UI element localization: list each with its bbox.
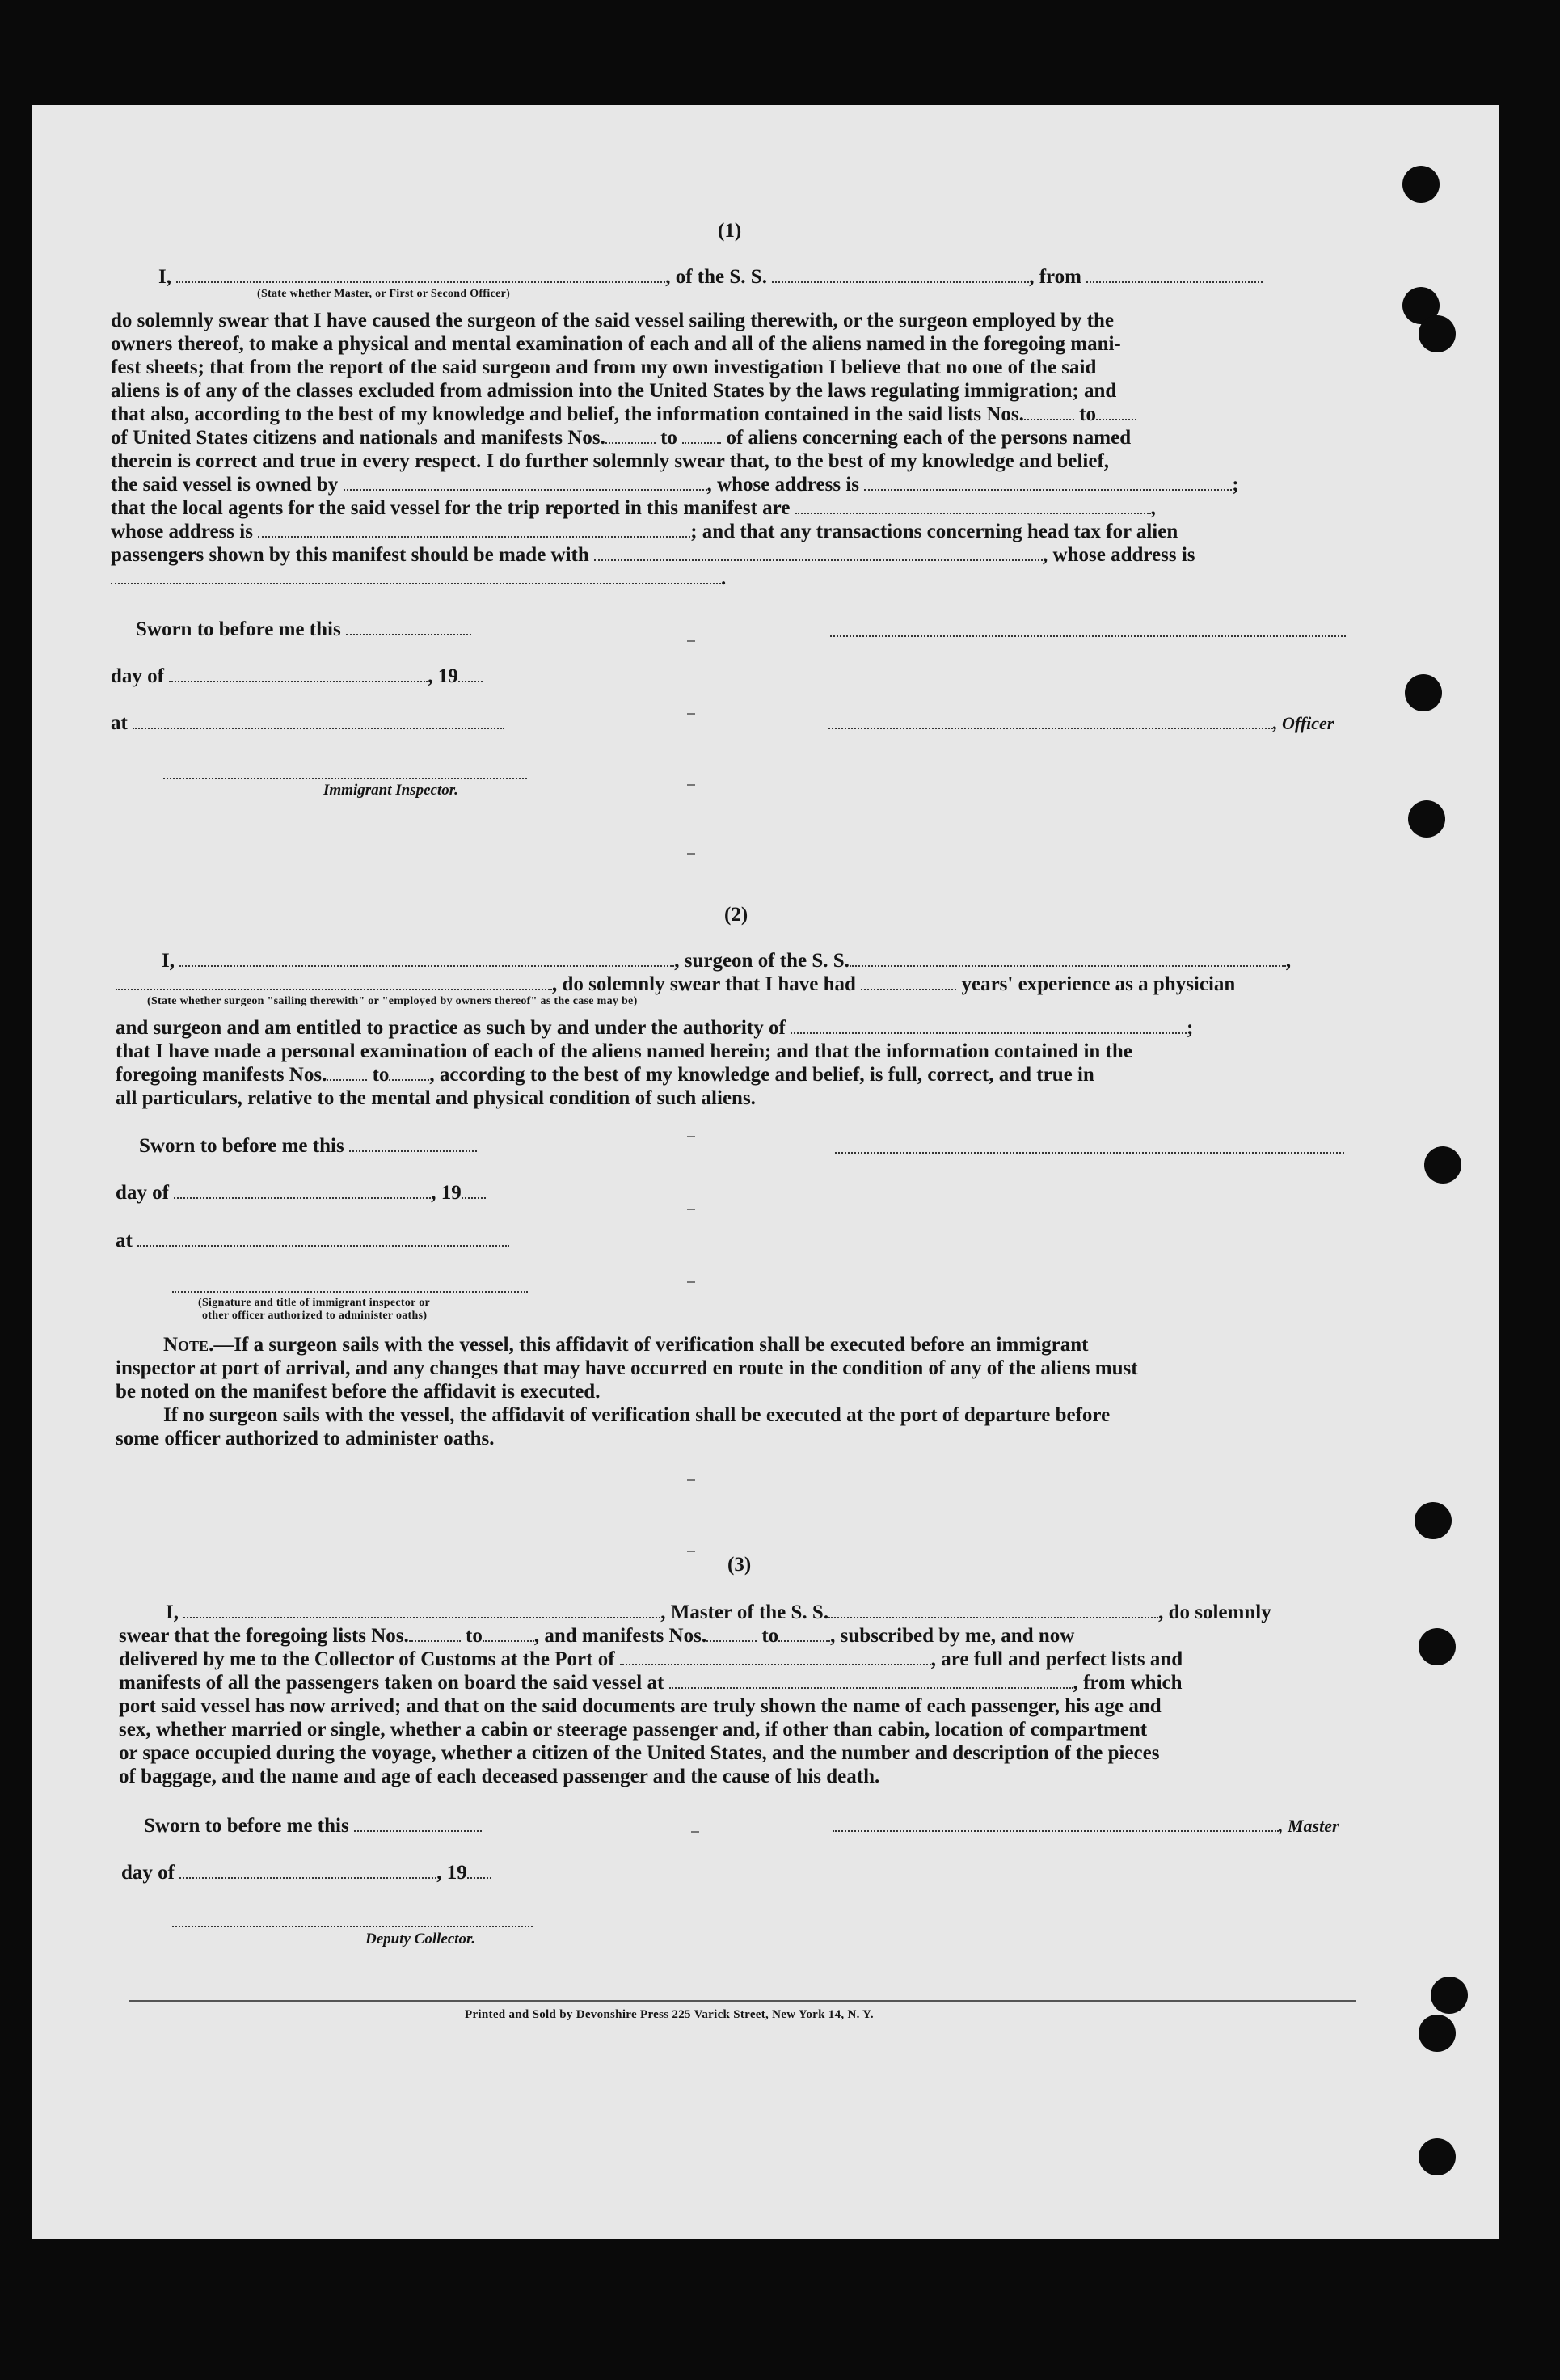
local-agents-field[interactable] [795,513,1151,514]
authorized-officer-signature-line[interactable] [172,1291,528,1293]
inspector-caption: Immigrant Inspector. [323,782,458,799]
surgeon-capacity-field[interactable] [116,989,552,990]
section-3-line-3: delivered by me to the Collector of Customs at the Port of , are full and perfect lists and [119,1648,1183,1670]
day-of-month-field[interactable] [169,681,428,682]
section-1-day-of: day of , 19 [111,665,483,688]
note-line-5: some officer authorized to administer oaths. [116,1428,495,1450]
note-line-4: If no surgeon sails with the vessel, the affidavit of verification shall be executed at the port of departure before [163,1404,1111,1426]
section-1-para-line-4: aliens is of any of the classes excluded from admission into the United States by the laws regulating immigration; and [111,380,1117,402]
section-2-para-line-3: foregoing manifests Nos. to , according to the best of my knowledge and belief, is full, correct, and true in [116,1064,1094,1086]
punch-hole-icon [1415,1502,1452,1539]
section-1-number: (1) [718,220,742,242]
surgeon-manifests-to-field[interactable] [389,1079,429,1081]
fold-mark [687,640,695,642]
section-1-para-line-8: the said vessel is owned by , whose address is ; [111,474,1239,496]
surgeon-at-place-field[interactable] [137,1245,509,1247]
master3-lists-from-field[interactable] [409,1640,461,1642]
surgeon-signature-line[interactable] [835,1152,1344,1154]
section-2-line-2: , do solemnly swear that I have had years' experience as a physician [116,973,1235,996]
section-2-number: (2) [724,904,748,926]
section-3-para-line-2: sex, whether married or single, whether a cabin or steerage passenger and, if other than cabin, location of compartment [119,1719,1148,1741]
section-2-note: (State whether surgeon "sailing therewith" or "employed by owners thereof" as the case may be) [147,995,638,1007]
section-2-at: at [116,1229,509,1252]
section-1-para-line-12: . [111,567,726,590]
section-3-sworn: Sworn to before me this [144,1814,482,1838]
master3-year-field[interactable] [467,1877,491,1879]
section-2-para-line-1: and surgeon and am entitled to practice as such by and under the authority of ; [116,1017,1194,1039]
section-3-line-4: manifests of all the passengers taken on board the said vessel at , from which [119,1672,1183,1694]
years-experience-field[interactable] [861,989,956,990]
master3-manifests-from-field[interactable] [706,1640,757,1642]
punch-hole-icon [1431,1977,1468,2014]
master3-day-of-month-field[interactable] [179,1877,436,1879]
section-1-para-line-2: owners thereof, to make a physical and mental examination of each and all of the aliens named in the foregoing mani- [111,333,1121,355]
section-1-para-line-7: therein is correct and true in every respect. I do further solemnly swear that, to the best of my knowledge and belief, [111,450,1110,472]
section-1-para-line-6: of United States citizens and nationals and manifests Nos. to of aliens concerning each of the persons named [111,427,1132,449]
agents-address-field[interactable] [258,536,690,538]
master3-manifests-to-field[interactable] [778,1640,830,1642]
master3-sworn-day-field[interactable] [354,1830,482,1832]
surgeon-vessel-field[interactable] [850,965,1286,967]
manifests-to-field[interactable] [682,442,721,444]
fold-mark [687,713,695,715]
section-1-para-line-3: fest sheets; that from the report of the said surgeon and from my own investigation I believe that no one of the said [111,357,1097,378]
surgeon-name-field[interactable] [179,965,674,967]
section-2-para-line-2: that I have made a personal examination of each of the aliens named herein; and that the information contained in the [116,1040,1132,1062]
punch-hole-icon [1408,800,1445,838]
fold-mark [687,784,695,786]
master3-lists-to-field[interactable] [483,1640,534,1642]
port-field[interactable] [620,1664,931,1665]
authority-field[interactable] [791,1032,1187,1034]
section-1-line-1: I, , of the S. S. , from [158,265,1263,289]
lists-to-field[interactable] [1096,419,1136,420]
signature-note-2: other officer authorized to administer oaths) [202,1310,428,1322]
surgeon-year-field[interactable] [462,1197,486,1199]
fold-mark [687,1136,695,1137]
punch-hole-icon [1419,2015,1456,2052]
punch-hole-icon [1419,1628,1456,1665]
section-1-note: (State whether Master, or First or Second Officer) [257,288,511,300]
owner-field[interactable] [344,489,707,491]
manifests-from-field[interactable] [605,442,656,444]
punch-hole-icon [1424,1146,1461,1184]
section-1-para-line-9: that the local agents for the said vessel for the trip reported in this manifest are , [111,497,1156,519]
note-line-3: be noted on the manifest before the affidavit is executed. [116,1381,601,1403]
collector-signature-line[interactable] [172,1926,533,1927]
master3-signature-field[interactable] [833,1830,1279,1832]
lists-from-field[interactable] [1024,419,1074,420]
fold-mark [687,1551,695,1552]
punch-hole-icon [1419,315,1456,352]
signature-note-1: (Signature and title of immigrant inspector or [198,1297,431,1309]
section-3-para-line-4: of baggage, and the name and age of each deceased passenger and the cause of his death. [119,1766,880,1787]
punch-hole-icon [1405,674,1442,711]
boarding-port-field[interactable] [669,1687,1073,1689]
punch-hole-icon [1402,166,1440,203]
from-port-field[interactable] [1086,281,1263,283]
inspector-signature-line[interactable] [163,778,527,779]
year-field[interactable] [458,681,483,682]
section-1-para-line-5: that also, according to the best of my knowledge and belief, the information contained in the said lists Nos. to [111,403,1136,426]
master3-name-field[interactable] [183,1617,660,1618]
officer-title-field[interactable] [828,728,1273,729]
section-1-para-line-11: passengers shown by this manifest should be made with , whose address is [111,544,1195,566]
head-tax-address-field[interactable] [111,583,721,584]
note-line-1: Note.—If a surgeon sails with the vessel, this affidavit of verification shall be executed before an immigrant [163,1334,1089,1356]
fold-mark [691,1831,699,1833]
section-1-para-line-1: do solemnly swear that I have caused the surgeon of the said vessel sailing therewith, or the surgeon employed by the [111,310,1114,331]
surgeon-day-of-month-field[interactable] [174,1197,431,1199]
section-3-number: (3) [727,1554,752,1576]
section-2-sworn: Sworn to before me this [139,1134,477,1158]
section-1-sworn: Sworn to before me this [136,618,471,641]
section-3-para-line-3: or space occupied during the voyage, whether a citizen of the United States, and the number and description of the pieces [119,1742,1160,1764]
fold-mark [687,1209,695,1210]
section-3-para-line-1: port said vessel has now arrived; and that on the said documents are truly shown the name of each passenger, his age and [119,1695,1162,1717]
section-2-para-line-4: all particulars, relative to the mental and physical condition of such aliens. [116,1087,756,1109]
punch-hole-icon [1419,2138,1456,2175]
section-2-day-of: day of , 19 [116,1181,486,1205]
section-1-at: at [111,711,504,735]
head-tax-party-field[interactable] [594,559,1043,561]
section-3-master-line: , Master [833,1814,1339,1838]
section-1-para-line-10: whose address is ; and that any transactions concerning head tax for alien [111,521,1178,542]
section-2-line-1: I, , surgeon of the S. S. , [162,950,1292,972]
collector-caption: Deputy Collector. [365,1931,476,1947]
printer-imprint: Printed and Sold by Devonshire Press 225 Varick Street, New York 14, N. Y. [465,2008,874,2021]
surgeon-manifests-from-field[interactable] [327,1079,367,1081]
officer-signature-line[interactable] [830,635,1346,637]
owner-address-field[interactable] [864,489,1232,491]
master-name-field[interactable] [176,281,665,283]
sworn-day-field[interactable] [346,634,471,635]
fold-mark [687,1281,695,1283]
fold-mark [687,1479,695,1481]
at-place-field[interactable] [133,728,504,729]
surgeon-sworn-day-field[interactable] [349,1150,477,1152]
vessel-name-field[interactable] [772,281,1029,283]
master3-vessel-field[interactable] [828,1617,1158,1618]
section-3-line-1: I, , Master of the S. S. , do solemnly [166,1601,1271,1623]
section-1-officer-line: , Officer [828,711,1334,735]
footer-rule [129,2000,1356,2002]
fold-mark [687,853,695,855]
section-3-day-of: day of , 19 [121,1861,491,1884]
section-3-line-2: swear that the foregoing lists Nos. to , and manifests Nos. to , subscribed by me, and now [119,1625,1075,1647]
note-line-2: inspector at port of arrival, and any changes that may have occurred en route in the condition of any of the aliens must [116,1357,1138,1379]
